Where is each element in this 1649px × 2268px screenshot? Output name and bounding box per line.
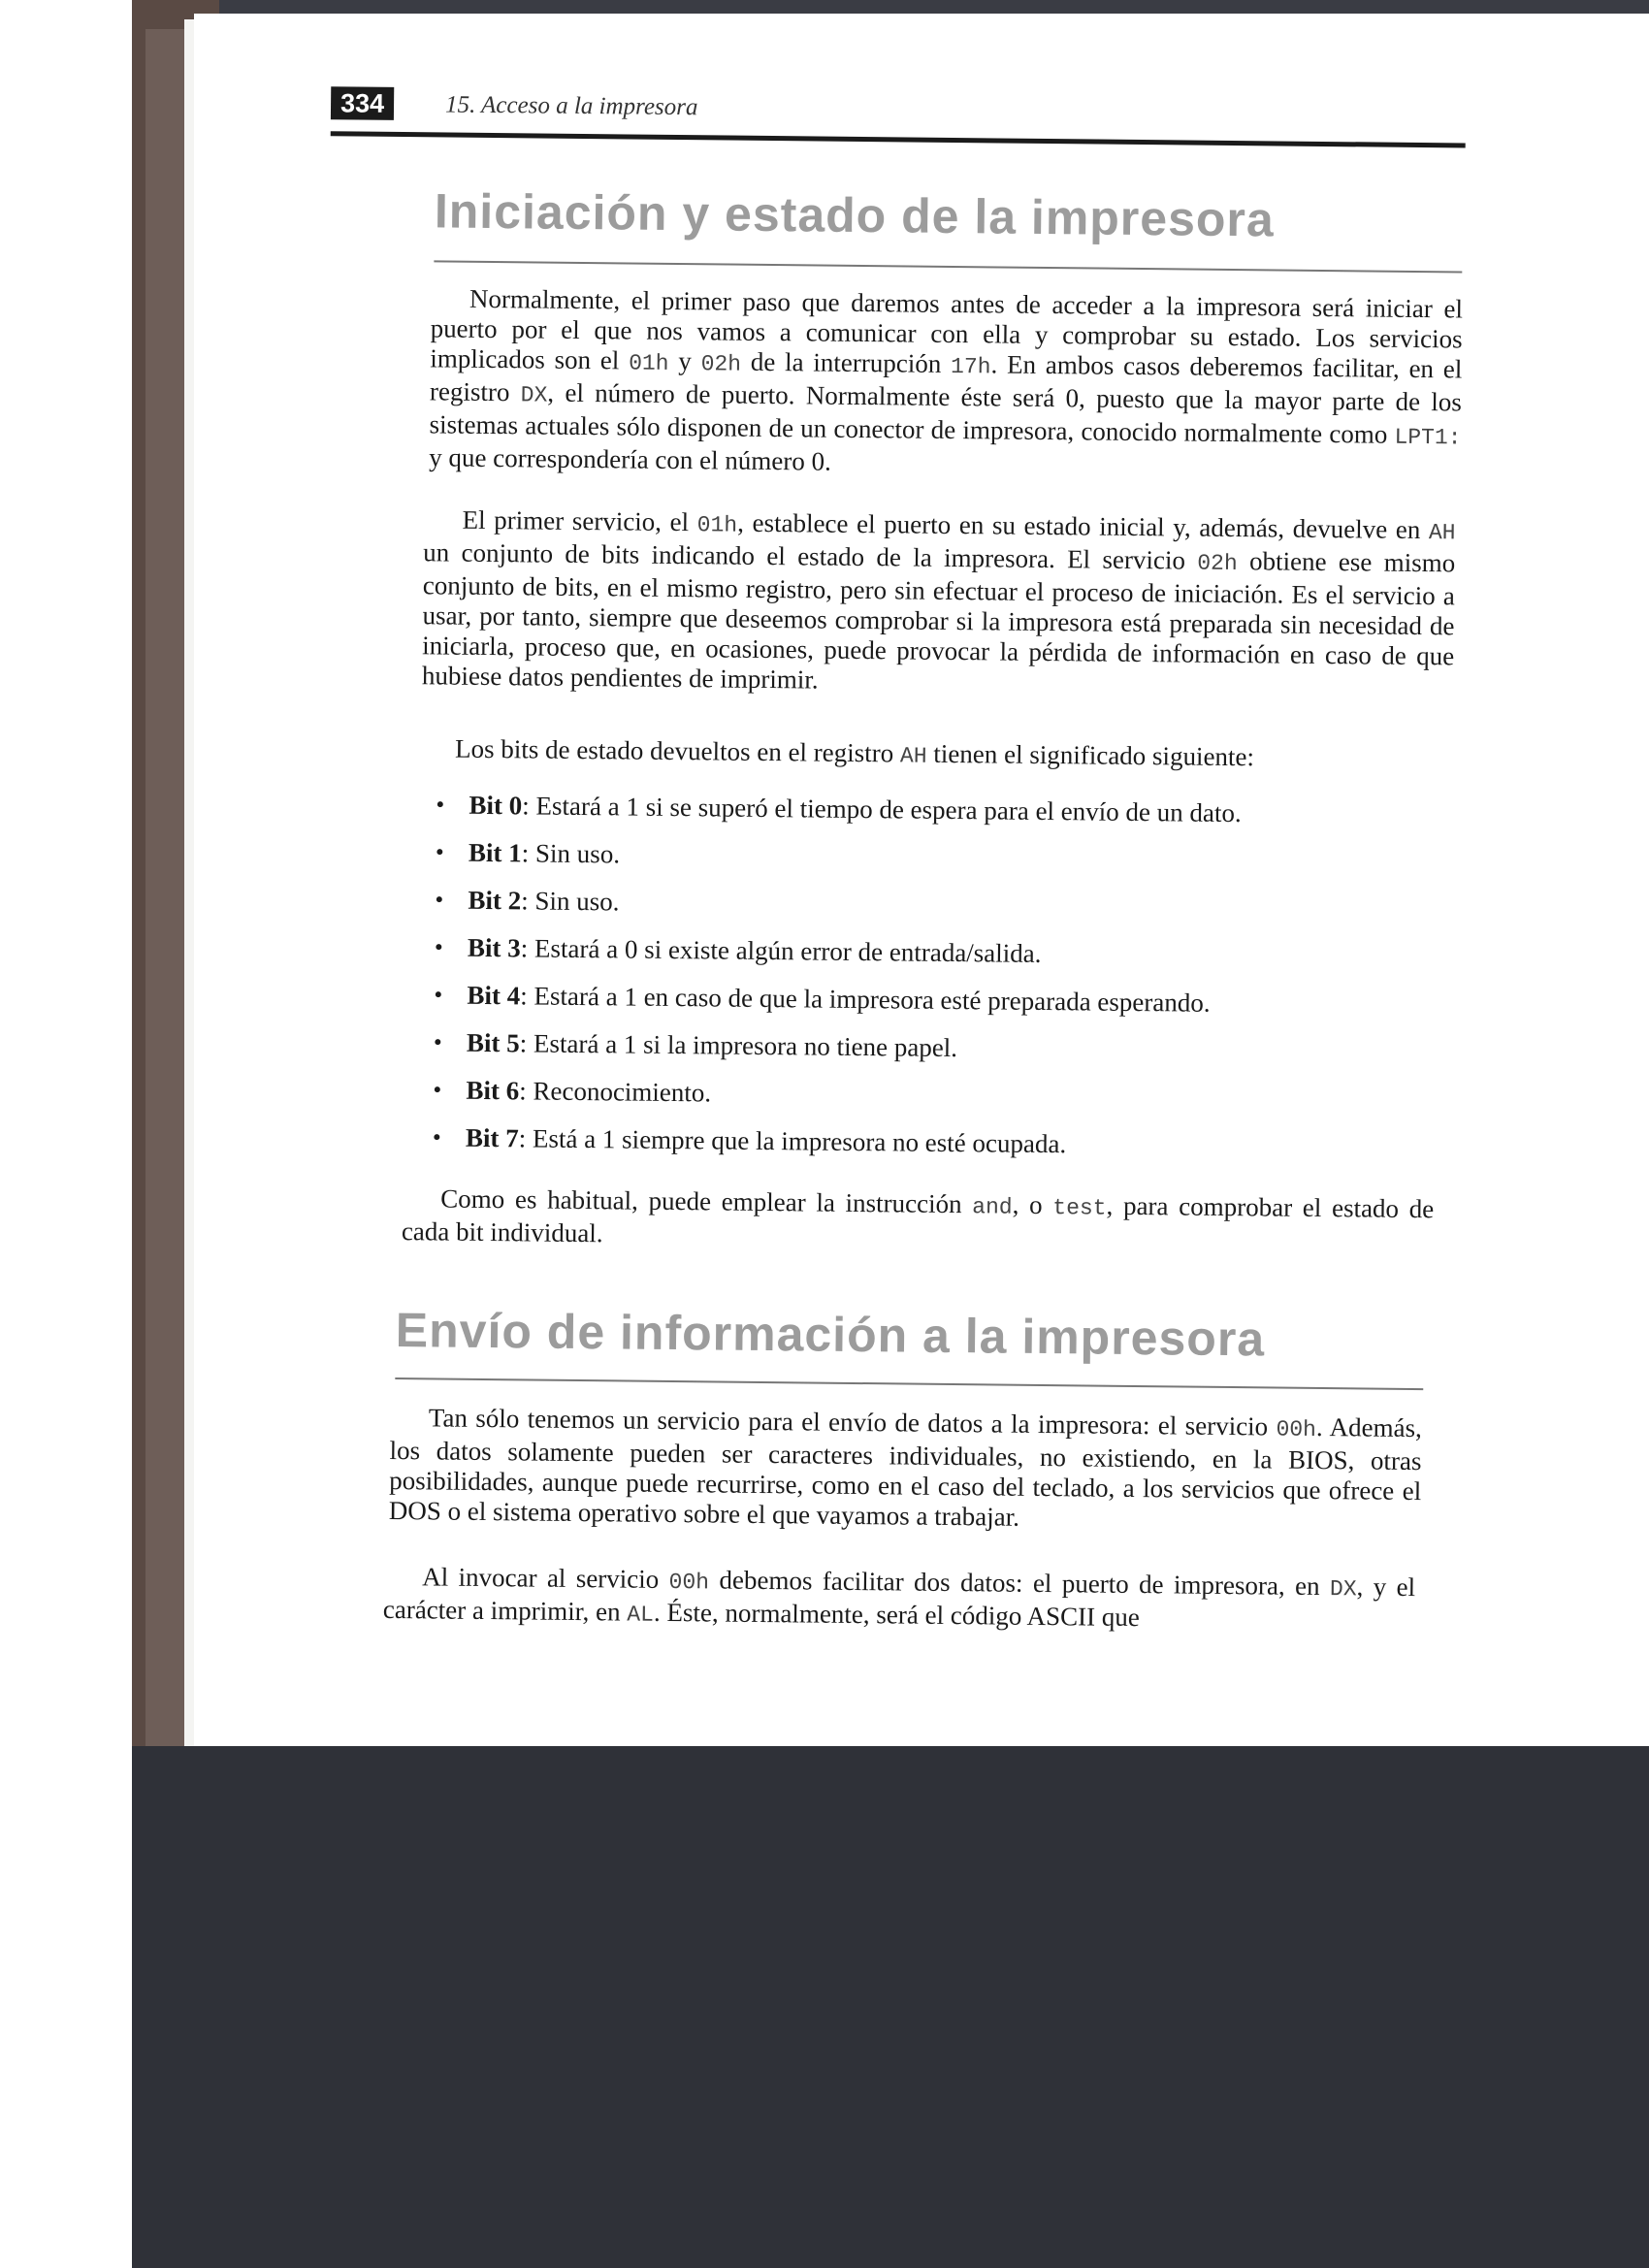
list-item: • Bit 7: Está a 1 siempre que la impresora no esté ocupada. xyxy=(432,1122,1067,1159)
section1-paragraph-3: Los bits de estado devueltos en el registro AH tienen el significado siguiente: xyxy=(454,733,1255,772)
list-item: • Bit 0: Estará a 1 si se superó el tiempo de espera para el envío de un dato. xyxy=(436,790,1242,828)
list-item: • Bit 2: Sin uso. xyxy=(435,885,620,917)
section-title-1-rule xyxy=(434,260,1462,273)
page-number: 334 xyxy=(331,86,394,120)
section-title-2-rule xyxy=(395,1377,1423,1390)
running-header xyxy=(331,86,1467,166)
section1-paragraph-4: Como es habitual, puede emplear la instrucción and, o test, para comprobar el estado de cada bit individual. xyxy=(401,1183,1435,1248)
section2-paragraph-1: Tan sólo tenemos un servicio para el envío de datos a la impresora: el servicio 00h. Además, los datos solamente pueden ser caracteres individuales, no existiendo, en la BIOS, otras posibilidades, aunque puede recurrirse, como en el caso del teclado, a los servicios que ofrece el DOS o el sistema operativo sobre el que vayamos a trabajar. xyxy=(388,1403,1422,1532)
list-item: • Bit 4: Estará a 1 en caso de que la impresora esté preparada esperando. xyxy=(434,980,1211,1018)
section1-paragraph-1: Normalmente, el primer paso que daremos antes de acceder a la impresora será iniciar el puerto por el que nos vamos a comunicar con ella y comprobar su estado. Los servicios implicados son el 01h y 02h de la interrupción 17h. En ambos casos deberemos facilitar, en el registro DX, el número de puerto. Normalmente éste será 0, puesto que la mayor parte de los sistemas actuales sólo disponen de un conector de impresora, conocido normalmente como LPT1: y que correspondería con el número 0. xyxy=(429,283,1464,476)
list-item: • Bit 1: Sin uso. xyxy=(435,837,621,869)
list-item: • Bit 6: Reconocimiento. xyxy=(433,1075,712,1108)
list-item: • Bit 5: Estará a 1 si la impresora no tiene papel. xyxy=(433,1027,958,1063)
list-item: • Bit 3: Estará a 0 si existe algún error de entrada/salida. xyxy=(434,932,1042,968)
section-title-1: Iniciación y estado de la impresora xyxy=(434,183,1276,247)
book-page xyxy=(197,17,1648,1751)
status-bit-list xyxy=(432,790,1242,1179)
chapter-title: 15. Acceso a la impresora xyxy=(444,91,698,121)
section-title-2: Envío de información a la impresora xyxy=(395,1303,1266,1367)
section1-paragraph-2: El primer servicio, el 01h, establece el puerto en su estado inicial y, además, devuelve en AH un conjunto de bits indicando el estado de la impresora. El servicio 02h obtiene ese mismo conjunto de bits, en el mismo registro, pero sin efectuar el proceso de iniciación. Es el servicio a usar, por tanto, siempre que deseemos comprobar si la impresora está preparada sin necesidad de iniciarla, proceso que, en ocasiones, puede provocar la pérdida de información en caso de que hubiese datos pendientes de imprimir. xyxy=(421,504,1456,695)
section2-paragraph-2: Al invocar al servicio 00h debemos facilitar dos datos: el puerto de impresora, en DX, y el carácter a imprimir, en AL. Éste, normalmente, será el código ASCII que xyxy=(382,1562,1416,1633)
header-rule xyxy=(331,131,1466,147)
